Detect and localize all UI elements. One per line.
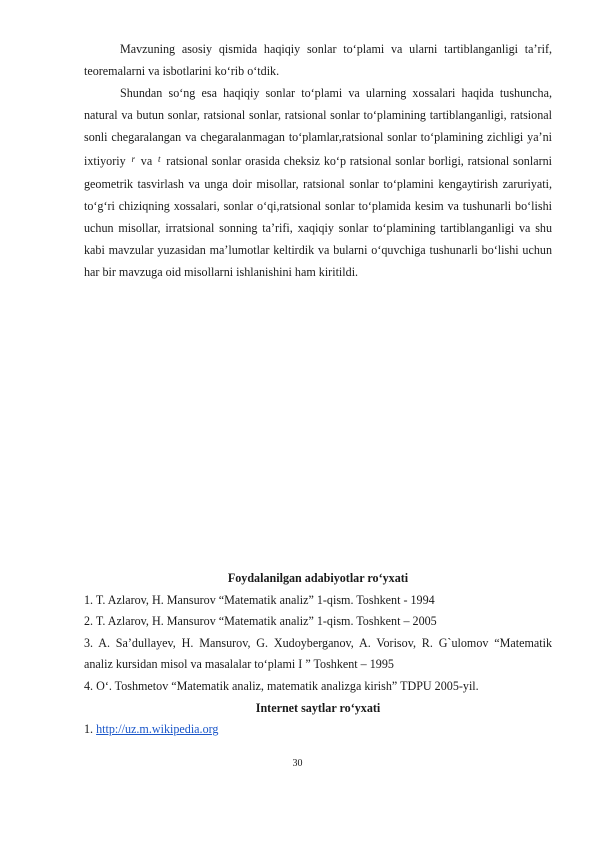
word-va: va <box>140 154 153 169</box>
reference-item-3: 3. A. Sa’dullayev, H. Mansurov, G. Xudoyberganov, A. Vorisov, R. G`ulomov “Matematik analiz kursidan misol va masalalar to‘plami I ” Toshkent – 1995 <box>84 635 552 672</box>
references-section <box>84 568 552 741</box>
internet-heading: Internet saytlar ro‘yxati <box>255 700 381 715</box>
internet-item-1 <box>84 719 552 741</box>
wikipedia-link[interactable]: http://uz.m.wikipedia.org <box>96 722 219 737</box>
page-number: 30 <box>292 758 303 769</box>
reference-item-2: 2. T. Azlarov, H. Mansurov “Matematik analiz” 1-qism. Toshkent – 2005 <box>84 614 437 629</box>
main-text <box>84 38 552 283</box>
reference-item-4: 4. O‘. Toshmetov “Matematik analiz, matematik analizga kirish” TDPU 2005-yil. <box>84 678 479 693</box>
internet-item-number: 1. <box>84 722 97 737</box>
variable-t: t <box>157 154 161 165</box>
paragraph-summary <box>84 82 552 283</box>
variable-r: r <box>131 154 135 165</box>
paragraph-intro: Mavzuning asosiy qismida haqiqiy sonlar to‘plami va ularni tartiblanganligi ta’rif, teoremalarni va isbotlarini ko‘rib o‘tdik. <box>84 42 552 79</box>
summary-text-start: Shundan so‘ng esa haqiqiy sonlar to‘plami va ularning xossalari haqida tushuncha, natural va butun sonlar, ratsional sonlar, ratsional sonlar to‘plamining tartiblanganligi, ratsional sonli chegaralangan va chegaralanmagan to‘plamlar,ratsional sonlar to‘plamining zichligi ya’ni ixtiyoriy <box>84 86 552 169</box>
references-heading: Foydalanilgan adabiyotlar ro‘yxati <box>227 571 409 585</box>
summary-text-end: ratsional sonlar orasida cheksiz ko‘p ratsional sonlar borligi, ratsional sonlarni geometrik tasvirlash va unga doir misollar, ratsional sonlar to‘plamini kengaytirish zaruriyati, to‘g‘ri chiziqning xossalari, sonlar o‘qi,ratsional sonlar to‘plamida kesim va tushunarli bo‘lishi uchun misollar, irratsional sonning ta’rifi, xaqiqiy sonlar to‘plamining tartiblanganligi va shu kabi mavzular yuzasidan ma’lumotlar keltirdik va bularni o‘quvchiga tushunarli bo‘lishi uchun har bir mavzuga oid misollarni ishlanishini ham kiritildi. <box>84 154 553 279</box>
reference-item-1: 1. T. Azlarov, H. Mansurov “Matematik analiz” 1-qism. Toshkent - 1994 <box>84 592 435 607</box>
